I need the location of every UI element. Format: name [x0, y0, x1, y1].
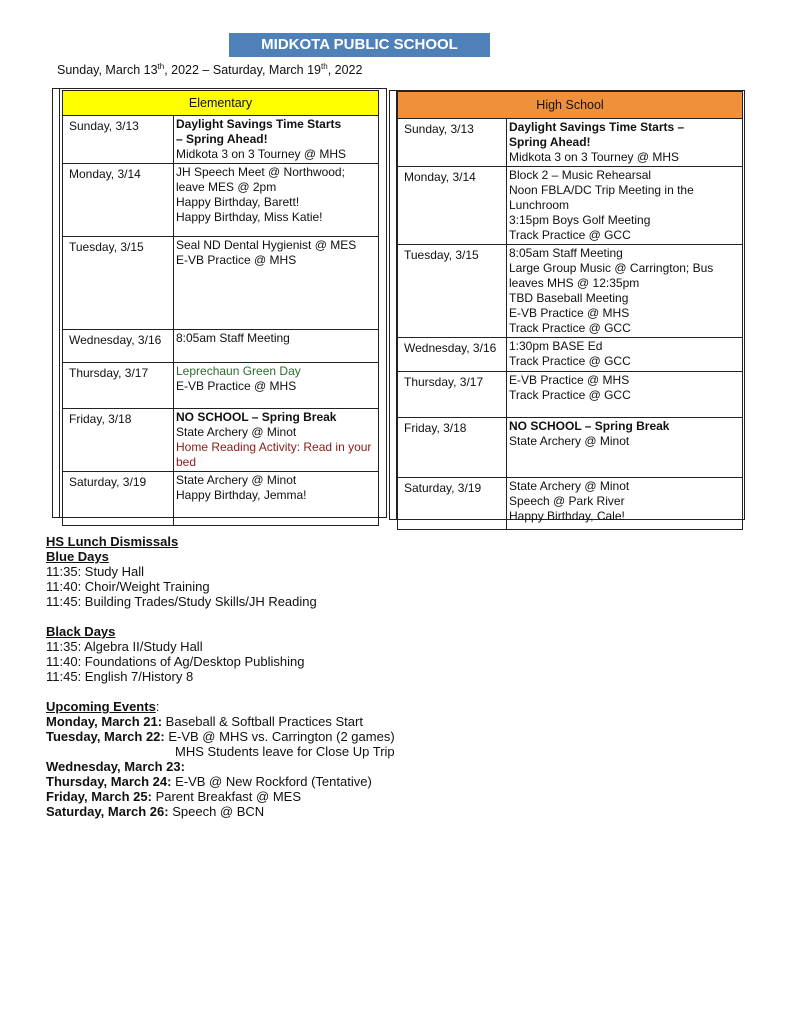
event-text: Baseball & Softball Practices Start	[162, 714, 363, 729]
event-line: Midkota 3 on 3 Tourney @ MHS	[509, 150, 680, 164]
events-cell	[507, 478, 743, 530]
events-cell	[507, 418, 743, 478]
table-row	[63, 164, 379, 237]
events-cell	[507, 338, 743, 372]
lunch-item: 11:35: Algebra II/Study Hall	[46, 639, 203, 654]
event-line: E-VB Practice @ MHS	[176, 379, 297, 393]
event-line: JH Speech Meet @ Northwood;	[176, 165, 345, 179]
events-cell	[174, 409, 379, 472]
day-cell: Thursday, 3/17	[63, 363, 174, 409]
blue-days-heading: Blue Days	[46, 549, 109, 564]
event-line: Daylight Savings Time Starts –	[509, 120, 685, 134]
event-text: Parent Breakfast @ MES	[151, 789, 301, 804]
event-line: E-VB Practice @ MHS	[509, 306, 630, 320]
event-line: 8:05am Staff Meeting	[176, 331, 290, 345]
event-line: NO SCHOOL – Spring Break	[176, 410, 337, 424]
event-line: Daylight Savings Time Starts	[176, 117, 342, 131]
event-line: Home Reading Activity: Read in your bed	[176, 440, 372, 469]
event-day: Thursday, March 24:	[46, 774, 172, 789]
table-row	[398, 245, 743, 338]
event-line: State Archery @ Minot	[176, 473, 297, 487]
start-date: Sunday, March 13	[57, 63, 158, 78]
black-days-heading: Black Days	[46, 624, 116, 639]
table-row	[63, 330, 379, 363]
upcoming-event	[46, 714, 395, 729]
upcoming-event	[46, 729, 395, 744]
upcoming-event	[46, 804, 395, 819]
events-cell	[174, 164, 379, 237]
event-text: E-VB @ New Rockford (Tentative)	[171, 774, 372, 789]
upcoming-colon: :	[155, 699, 160, 714]
lunch-heading: HS Lunch Dismissals	[46, 534, 179, 549]
event-line: leave MES @ 2pm	[176, 180, 277, 194]
lunch-item: 11:45: English 7/History 8	[46, 669, 194, 684]
table-row	[63, 363, 379, 409]
end-year: , 2022	[327, 63, 363, 78]
event-line: 8:05am Staff Meeting	[509, 246, 623, 260]
event-line: State Archery @ Minot	[509, 479, 630, 493]
events-cell	[507, 245, 743, 338]
table-row	[398, 338, 743, 372]
day-cell: Friday, 3/18	[398, 418, 507, 478]
lunch-item: 11:40: Choir/Weight Training	[46, 579, 210, 594]
event-line: E-VB Practice @ MHS	[176, 253, 297, 267]
high-school-header: High School	[398, 92, 743, 119]
school-title-banner: MIDKOTA PUBLIC SCHOOL	[229, 33, 490, 57]
elementary-schedule-table	[62, 90, 379, 526]
event-text: MHS Students leave for Close Up Trip	[175, 744, 395, 759]
black-days-list	[46, 639, 395, 684]
day-cell: Sunday, 3/13	[63, 116, 174, 164]
week-date-range	[57, 62, 362, 77]
lunch-item: 11:40: Foundations of Ag/Desktop Publishing	[46, 654, 305, 669]
lunch-item: 11:45: Building Trades/Study Skills/JH Reading	[46, 594, 317, 609]
day-cell: Saturday, 3/19	[398, 478, 507, 530]
event-line: Seal ND Dental Hygienist @ MES	[176, 238, 357, 252]
blue-days-list	[46, 564, 395, 609]
event-line: – Spring Ahead!	[176, 132, 268, 146]
event-line: Midkota 3 on 3 Tourney @ MHS	[176, 147, 347, 161]
upcoming-event	[46, 759, 395, 774]
table-row	[63, 472, 379, 526]
event-day: Monday, March 21:	[46, 714, 163, 729]
event-line: TBD Baseball Meeting	[509, 291, 629, 305]
event-line: Happy Birthday, Miss Katie!	[176, 210, 323, 224]
table-row	[398, 167, 743, 245]
event-line: Speech @ Park River	[509, 494, 625, 508]
day-cell: Monday, 3/14	[63, 164, 174, 237]
events-cell	[174, 363, 379, 409]
event-line: Track Practice @ GCC	[509, 228, 631, 242]
day-cell: Friday, 3/18	[63, 409, 174, 472]
event-line: 1:30pm BASE Ed	[509, 339, 603, 353]
bottom-notes	[46, 534, 395, 819]
event-line: State Archery @ Minot	[509, 434, 630, 448]
date-mid: , 2022 – Saturday, March 19	[164, 63, 322, 78]
event-line: Track Practice @ GCC	[509, 354, 631, 368]
high-school-schedule-table	[397, 91, 743, 530]
table-row	[398, 478, 743, 530]
day-cell: Wednesday, 3/16	[398, 338, 507, 372]
events-cell	[174, 472, 379, 526]
upcoming-heading: Upcoming Events	[46, 699, 156, 714]
day-cell: Saturday, 3/19	[63, 472, 174, 526]
event-line: Block 2 – Music Rehearsal	[509, 168, 652, 182]
event-line: Track Practice @ GCC	[509, 388, 631, 402]
event-line: Large Group Music @ Carrington; Bus leaves MHS @ 12:35pm	[509, 261, 714, 290]
day-cell: Tuesday, 3/15	[63, 237, 174, 330]
event-text: Speech @ BCN	[168, 804, 265, 819]
upcoming-event	[46, 744, 395, 759]
upcoming-event	[46, 774, 395, 789]
table-row	[63, 237, 379, 330]
start-sup: th	[157, 62, 165, 71]
table-row	[398, 119, 743, 167]
event-line: Happy Birthday, Jemma!	[176, 488, 307, 502]
event-line: Happy Birthday, Cale!	[509, 509, 625, 523]
lunch-item: 11:35: Study Hall	[46, 564, 145, 579]
event-day: Friday, March 25:	[46, 789, 152, 804]
elementary-header: Elementary	[63, 91, 379, 116]
table-row	[63, 116, 379, 164]
day-cell: Thursday, 3/17	[398, 372, 507, 418]
upcoming-event	[46, 789, 395, 804]
events-cell	[174, 237, 379, 330]
day-cell: Monday, 3/14	[398, 167, 507, 245]
table-row	[63, 409, 379, 472]
day-cell: Tuesday, 3/15	[398, 245, 507, 338]
event-day: Tuesday, March 22:	[46, 729, 165, 744]
table-row	[398, 418, 743, 478]
event-line: Happy Birthday, Barett!	[176, 195, 300, 209]
events-cell	[507, 119, 743, 167]
end-sup: th	[321, 62, 328, 71]
events-cell	[507, 167, 743, 245]
event-day: Saturday, March 26:	[46, 804, 169, 819]
event-day: Wednesday, March 23:	[46, 759, 185, 774]
events-cell	[174, 116, 379, 164]
event-line: Leprechaun Green Day	[176, 364, 301, 378]
event-line: State Archery @ Minot	[176, 425, 297, 439]
event-line: E-VB Practice @ MHS	[509, 373, 630, 387]
events-cell	[507, 372, 743, 418]
event-line: Noon FBLA/DC Trip Meeting in the Lunchroom	[509, 183, 694, 212]
event-text: E-VB @ MHS vs. Carrington (2 games)	[164, 729, 395, 744]
upcoming-events-list	[46, 714, 395, 819]
day-cell: Wednesday, 3/16	[63, 330, 174, 363]
event-line: NO SCHOOL – Spring Break	[509, 419, 670, 433]
table-row	[398, 372, 743, 418]
event-line: 3:15pm Boys Golf Meeting	[509, 213, 651, 227]
events-cell	[174, 330, 379, 363]
event-line: Track Practice @ GCC	[509, 321, 631, 335]
day-cell: Sunday, 3/13	[398, 119, 507, 167]
event-line: Spring Ahead!	[509, 135, 591, 149]
